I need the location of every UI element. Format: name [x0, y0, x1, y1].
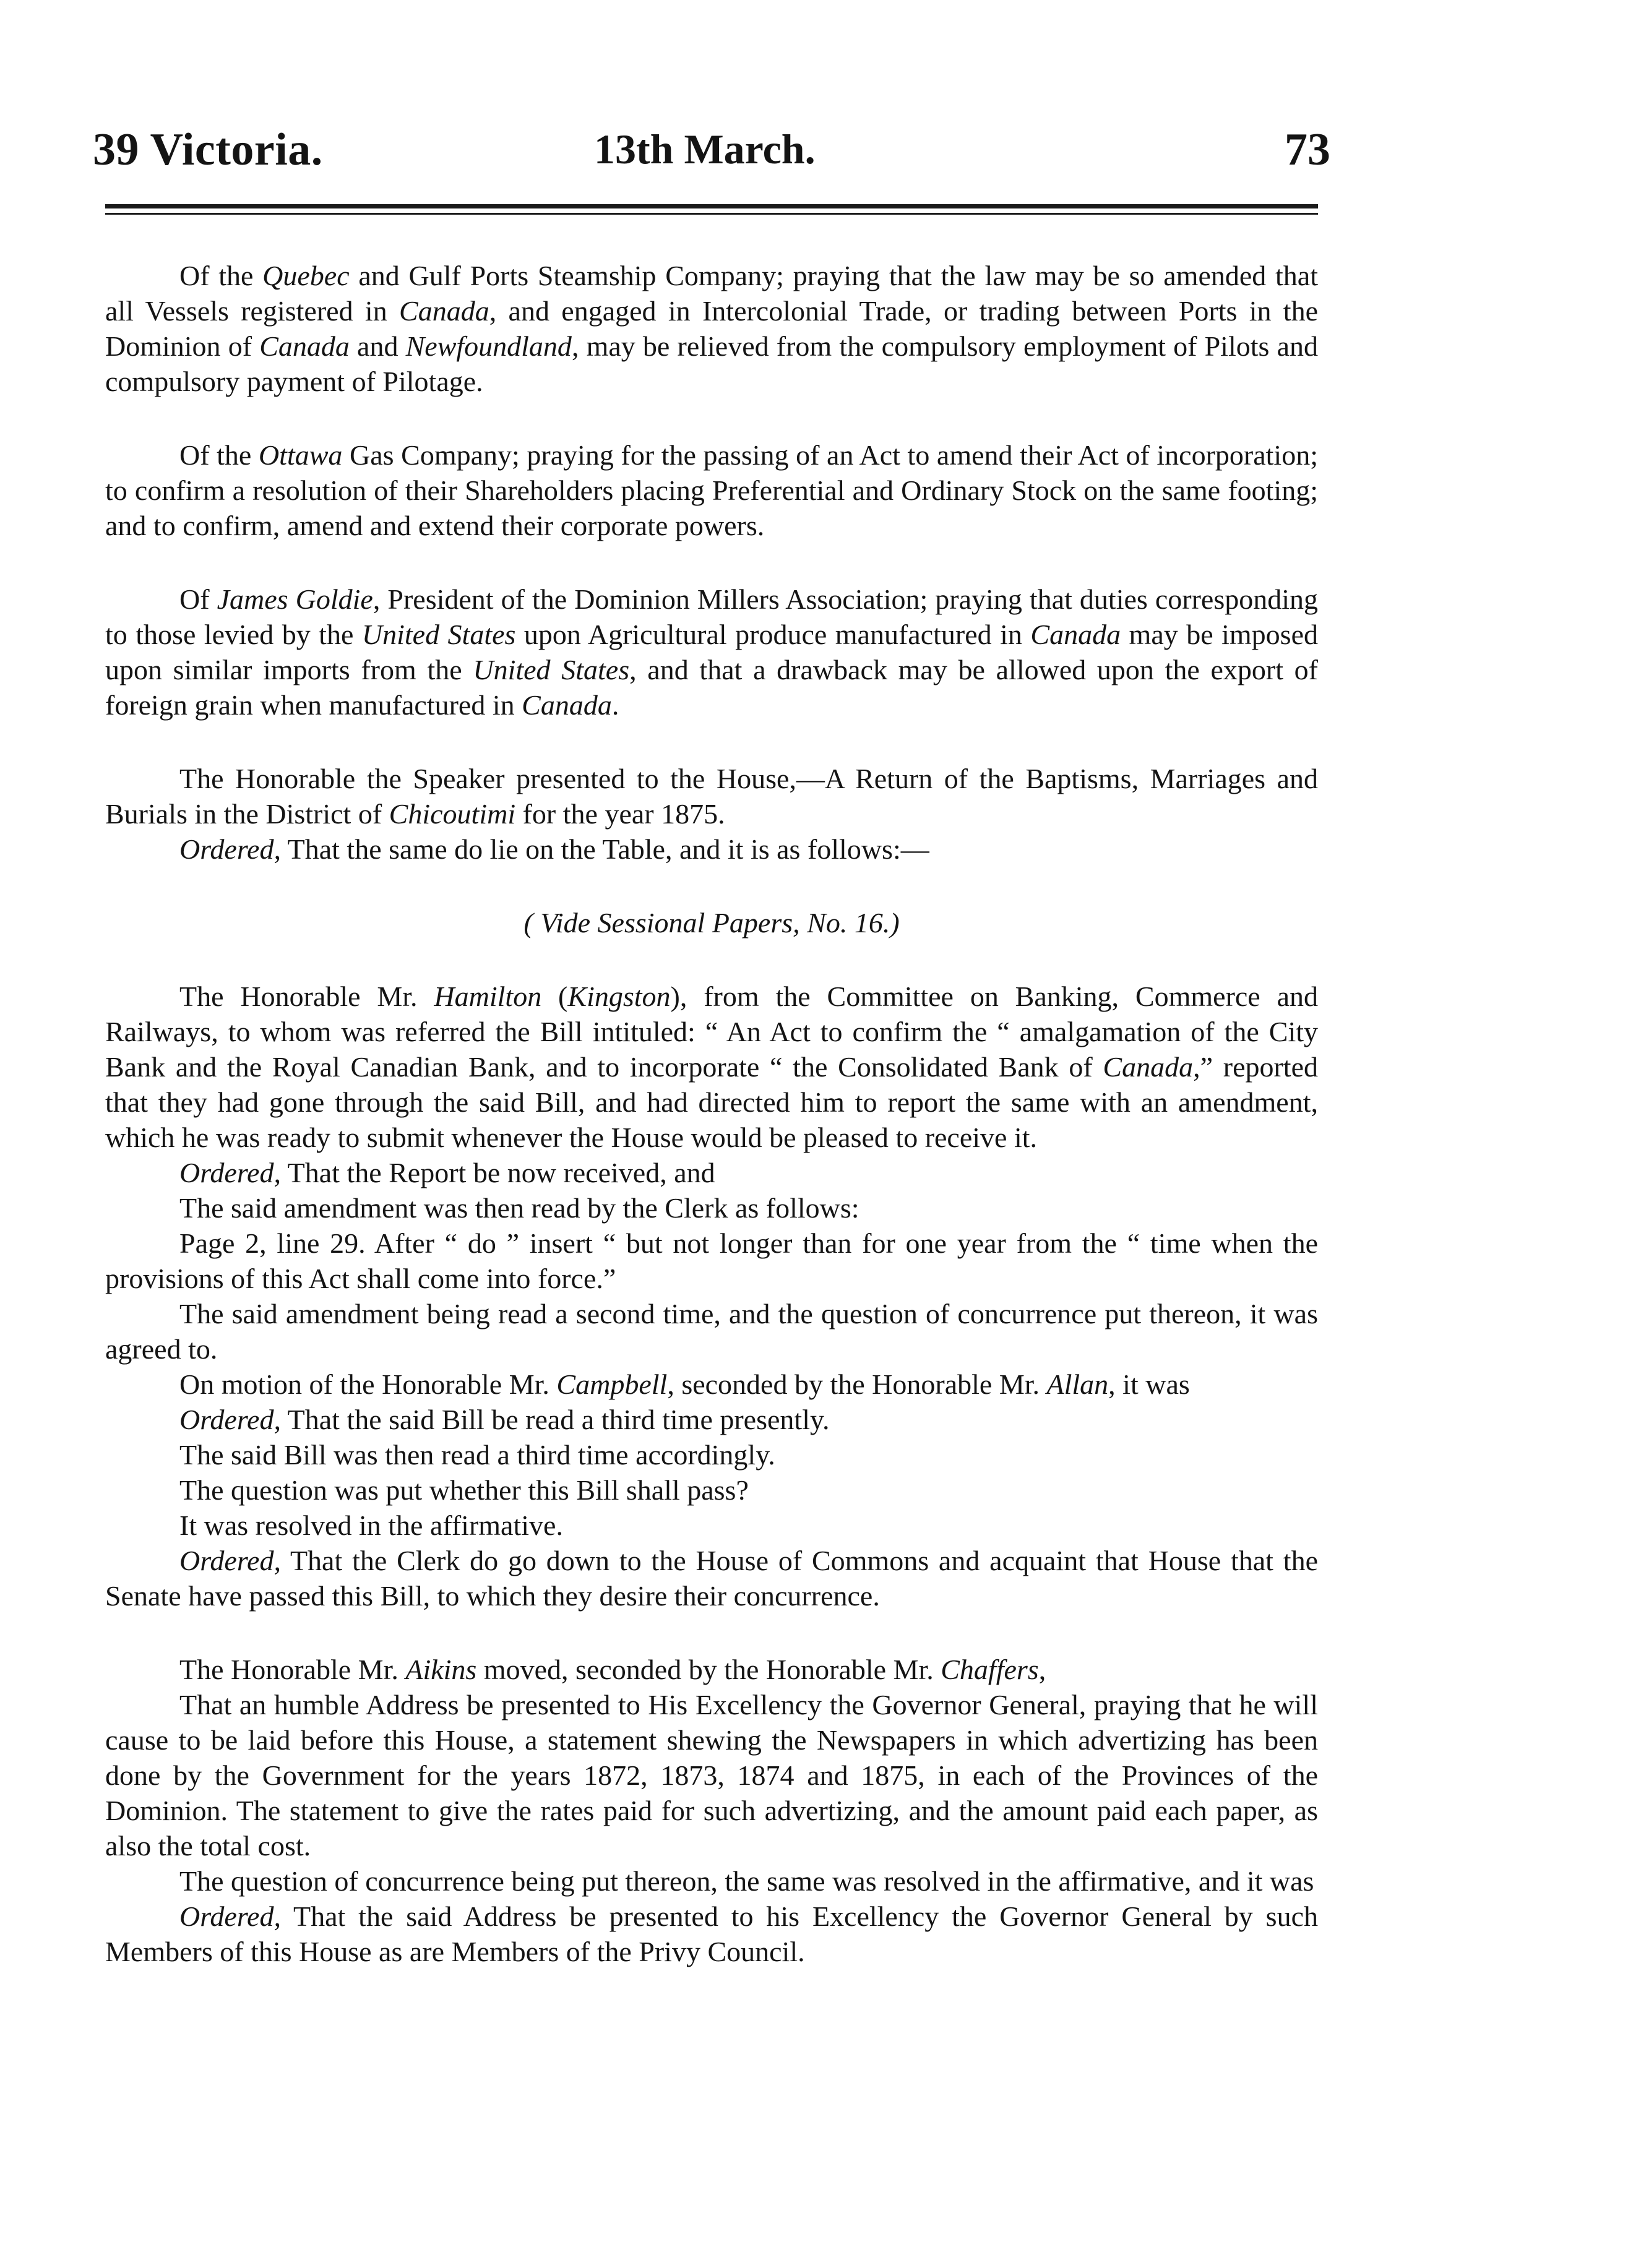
petition-james-goldie: Of James Goldie, President of the Dominion Millers Association; praying that duties corresponding to those levied by the United States upon Agricultural produce manufactured in Canada may be imposed upon similar imports from the United States, and that a drawback may be allowed upon the export of foreign grain when manufactured in Canada. [105, 583, 1319, 721]
ordered-lie-on-table: Ordered, That the same do lie on the Table, and it is as follows:— [179, 833, 929, 865]
page-number: 73 [1285, 124, 1330, 175]
ordered-third-reading: Ordered, That the said Bill be read a third time presently. [179, 1404, 830, 1435]
aikins-motion: The Honorable Mr. Aikins moved, seconded by the Honorable Mr. Chaffers, [179, 1654, 1046, 1685]
header-rule [105, 204, 1318, 215]
third-reading-done: The said Bill was then read a third time accordingly. [179, 1439, 775, 1471]
sitting-date: 13th March. [594, 126, 816, 173]
question-bill-pass: The question was put whether this Bill shall pass? [179, 1474, 749, 1506]
ordered-address-presented: Ordered, That the said Address be presented to his Excellency the Governor General by such Members of this House as are Members of the Privy Council. [105, 1901, 1318, 1967]
regnal-year: 39 Victoria. [93, 124, 323, 175]
speaker-return: The Honorable the Speaker presented to the House,—A Return of the Baptisms, Marriages and Burials in the District of Chicoutimi for the year 1875. [105, 763, 1318, 830]
ordered-report-received: Ordered, That the Report be now received, and [179, 1157, 715, 1188]
amendment-text: Page 2, line 29. After “ do ” insert “ but not longer than for one year from the “ time when the provisions of this Act shall come into force.” [105, 1227, 1318, 1294]
petition-ottawa-gas: Of the Ottawa Gas Company; praying for the passing of an Act to amend their Act of incorporation; to confirm a resolution of their Shareholders placing Preferential and Ordinary Stock on the same footing; and to confirm, amend and extend their corporate powers. [105, 439, 1318, 541]
petition-quebec-gulf-ports: Of the Quebec and Gulf Ports Steamship Company; praying that the law may be so amended that all Vessels registered in Canada, and engaged in Intercolonial Trade, or trading between Ports in the Dominion of Canada and Newfoundland, may be relieved from the compulsory employment of Pilots and compulsory payment of Pilotage. [105, 260, 1319, 397]
hamilton-committee-report: The Honorable Mr. Hamilton (Kingston), from the Committee on Banking, Commerce and Railways, to whom was referred the Bill intituled: “ An Act to confirm the “ amalgamation of the City Bank and the Royal Canadian Bank, and to incorporate “ the Consolidated Bank of Canada,” reported that they had gone through the said Bill, and had directed him to report the same with an amendment, which he was ready to submit whenever the House would be pleased to receive it. [105, 981, 1318, 1153]
address-concurrence: The question of concurrence being put thereon, the same was resolved in the affirmative, and it was [179, 1865, 1314, 1897]
vide-sessional-papers: ( Vide Sessional Papers, No. 16.) [523, 907, 900, 939]
humble-address-text: That an humble Address be presented to His Excellency the Governor General, praying that he will cause to be laid before this House, a statement shewing the Newspapers in which advertizing has been done by the Government for the years 1872, 1873, 1874 and 1875, in each of the Provinces of the Dominion. The statement to give the rates paid for such advertizing, and the amount paid each paper, as also the total cost. [105, 1689, 1318, 1862]
campbell-motion: On motion of the Honorable Mr. Campbell, seconded by the Honorable Mr. Allan, it was [179, 1368, 1190, 1400]
journal-text [105, 258, 1318, 1969]
amendment-read-by-clerk: The said amendment was then read by the Clerk as follows: [179, 1192, 859, 1224]
amendment-concurrence: The said amendment being read a second time, and the question of concurrence put thereon, it was agreed to. [105, 1298, 1318, 1365]
ordered-acquaint-commons: Ordered, That the Clerk do go down to the House of Commons and acquaint that House that the Senate have passed this Bill, to which they desire their concurrence. [105, 1545, 1318, 1612]
page-header [93, 124, 1330, 192]
resolved-affirmative: It was resolved in the affirmative. [179, 1510, 563, 1541]
journal-page [93, 124, 1330, 1969]
